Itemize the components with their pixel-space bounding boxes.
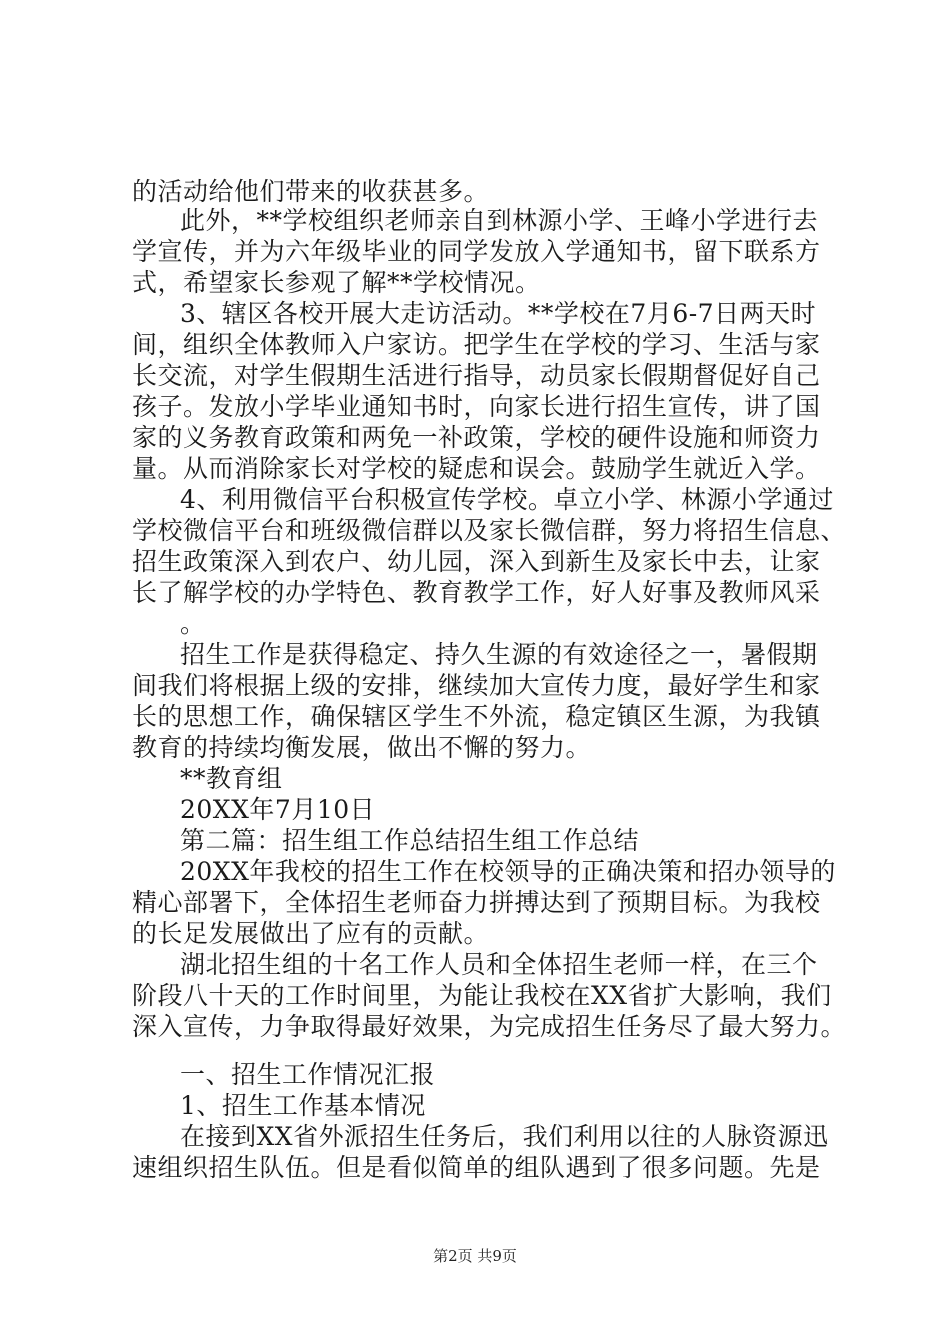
paragraph-line: 孩子。发放小学毕业通知书时，向家长进行招生宣传，讲了国 [132, 392, 821, 421]
paragraph-line: 式，希望家长参观了解**学校情况。 [132, 268, 541, 297]
section-heading: 第二篇：招生组工作总结招生组工作总结 [180, 826, 640, 855]
paragraph-line: 20XX年我校的招生工作在校领导的正确决策和招办领导的 [180, 857, 836, 886]
subsection-heading: 1、招生工作基本情况 [180, 1091, 426, 1120]
signature-date: 20XX年7月10日 [180, 795, 376, 824]
paragraph-line: 招生政策深入到农户、幼儿园，深入到新生及家长中去，让家 [132, 547, 821, 576]
paragraph-line: 阶段八十天的工作时间里，为能让我校在XX省扩大影响，我们 [132, 981, 832, 1010]
paragraph-line: 间，组织全体教师入户家访。把学生在学校的学习、生活与家 [132, 330, 821, 359]
paragraph-line: 深入宣传，力争取得最好效果，为完成招生任务尽了最大努力。 [132, 1012, 847, 1041]
paragraph-line: 家的义务教育政策和两免一补政策，学校的硬件设施和师资力 [132, 423, 821, 452]
paragraph-line: 的长足发展做出了应有的贡献。 [132, 919, 490, 948]
paragraph-line: 招生工作是获得稳定、持久生源的有效途径之一，暑假期 [180, 640, 818, 669]
paragraph-line: 3、辖区各校开展大走访活动。**学校在7月6-7日两天时 [180, 299, 817, 328]
signature-organization: **教育组 [180, 764, 283, 793]
paragraph-line: 长交流，对学生假期生活进行指导，动员家长假期督促好自己 [132, 361, 821, 390]
paragraph-line: 精心部署下，全体招生老师奋力拼搏达到了预期目标。为我校 [132, 888, 821, 917]
paragraph-line: 速组织招生队伍。但是看似简单的组队遇到了很多问题。先是 [132, 1153, 821, 1182]
paragraph-line: 长了解学校的办学特色、教育教学工作，好人好事及教师风采 [132, 578, 821, 607]
paragraph-line: 间我们将根据上级的安排，继续加大宣传力度，最好学生和家 [132, 671, 821, 700]
paragraph-line: 4、利用微信平台积极宣传学校。卓立小学、林源小学通过 [180, 485, 834, 514]
paragraph-line: 此外，**学校组织老师亲自到林源小学、王峰小学进行去 [180, 206, 819, 235]
paragraph-line: 湖北招生组的十名工作人员和全体招生老师一样，在三个 [180, 950, 818, 979]
paragraph-line: 在接到XX省外派招生任务后，我们利用以往的人脉资源迅 [180, 1122, 829, 1151]
paragraph-line: 量。从而消除家长对学校的疑虑和误会。鼓励学生就近入学。 [132, 454, 821, 483]
page-footer: 第2页 共9页 [433, 1247, 517, 1265]
paragraph-line: 的活动给他们带来的收获甚多。 [132, 177, 490, 206]
paragraph-line: 教育的持续均衡发展，做出不懈的努力。 [132, 733, 592, 762]
paragraph-line: 。 [180, 609, 206, 638]
paragraph-line: 学宣传，并为六年级毕业的同学发放入学通知书，留下联系方 [132, 237, 821, 266]
subsection-heading: 一、招生工作情况汇报 [180, 1060, 436, 1089]
paragraph-line: 学校微信平台和班级微信群以及家长微信群，努力将招生信息、 [132, 516, 847, 545]
paragraph-line: 长的思想工作，确保辖区学生不外流，稳定镇区生源，为我镇 [132, 702, 821, 731]
